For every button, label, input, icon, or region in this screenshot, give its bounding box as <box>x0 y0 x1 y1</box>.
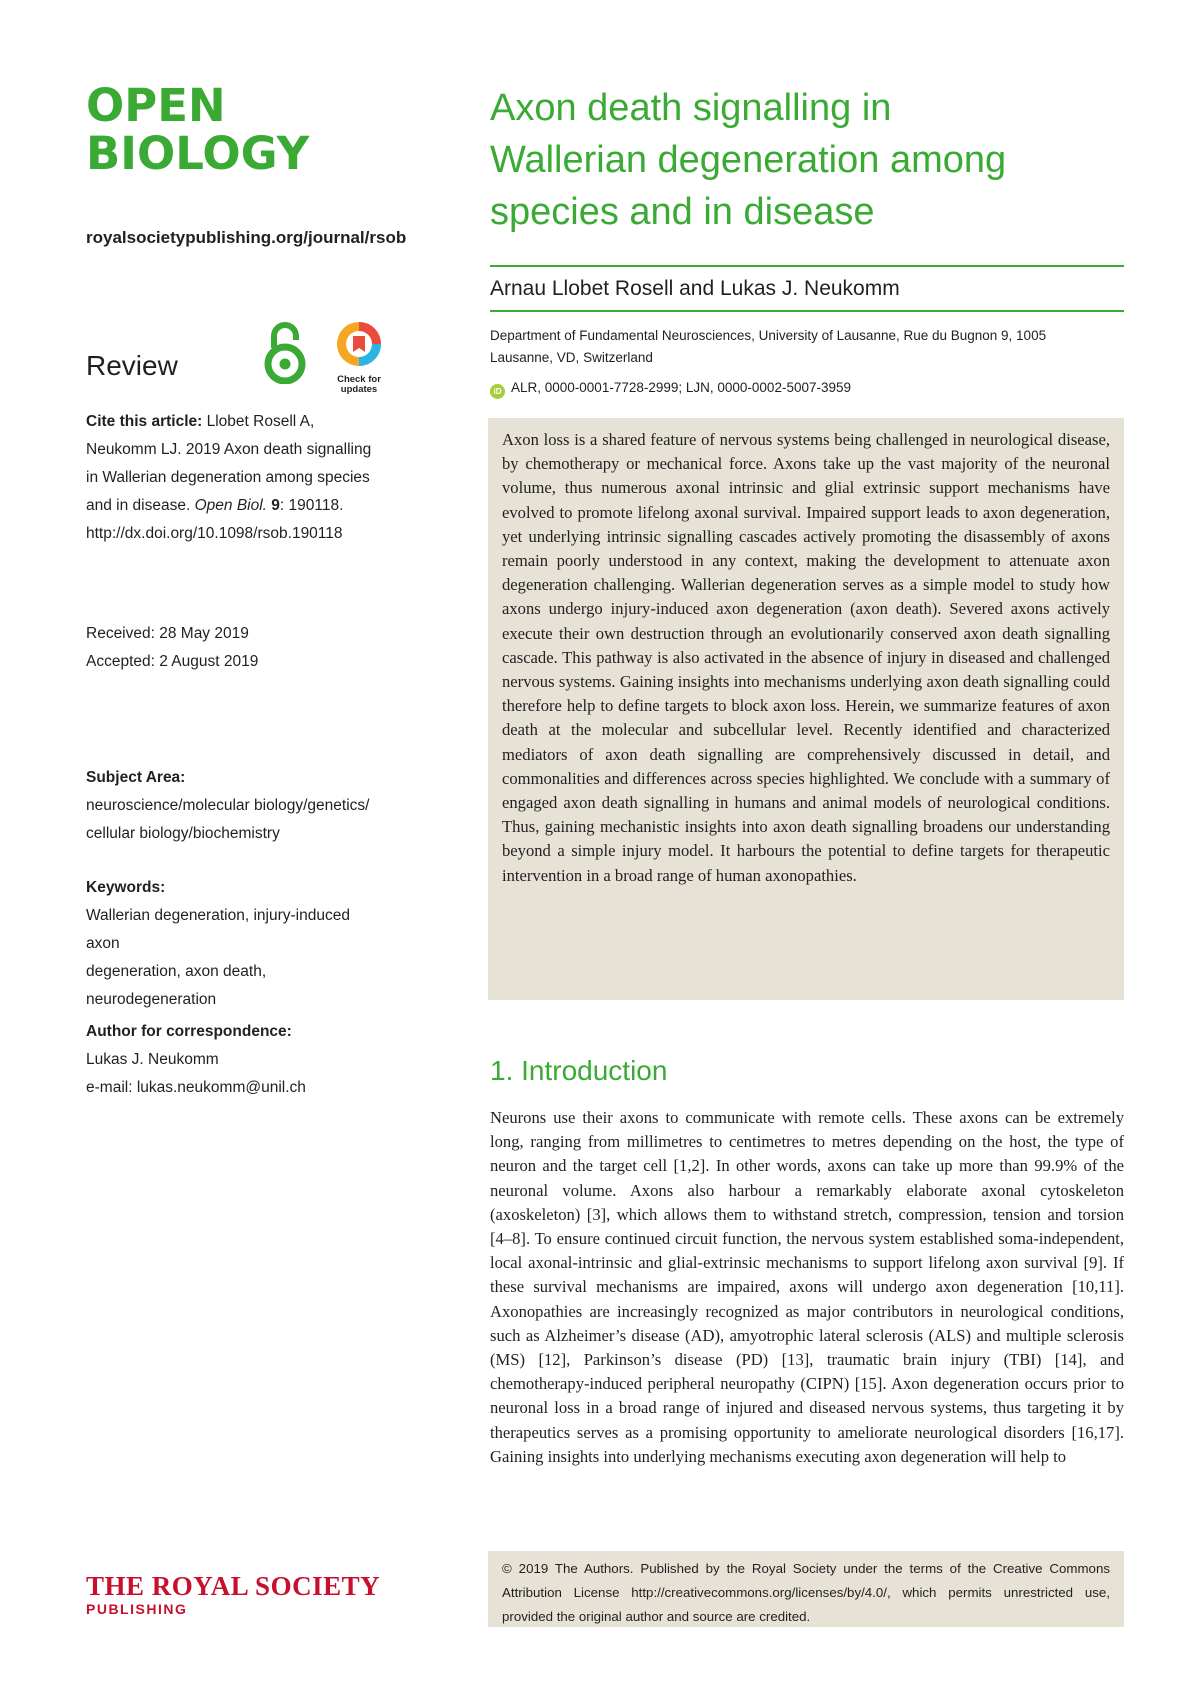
royal-society-logo <box>86 1571 380 1617</box>
authors-rule <box>490 310 1124 312</box>
open-access-icon <box>262 320 308 384</box>
section-heading-introduction: 1. Introduction <box>490 1055 668 1086</box>
title-rule <box>490 265 1124 267</box>
license-text: © 2019 The Authors. Published by the Royal Society under the terms of the Creative Commons Attribution License http://creativecommons.org/licenses/by/4.0/, which permits unrestricted use, provided the original author and source are credited. <box>502 1561 1110 1624</box>
journal-url[interactable]: royalsocietypublishing.org/journal/rsob <box>86 228 407 247</box>
dates-block <box>86 620 386 676</box>
abstract-text: Axon loss is a shared feature of nervous systems being challenged in neurological disease, by chemotherapy or mechanical force. Axons take up the vast majority of the neuronal volume, thus numerous axonal intrinsic and glial extrinsic support mechanisms have evolved to promote lifelong axonal survival. Impaired support leads to axon degeneration, yet underlying intrinsic signalling cascades actively promoting the disassembly of axons remain poorly understood in any context, making the development to attenuate axon degeneration challenging. Wallerian degeneration serves as a simple model to study how axons undergo injury-induced axon degeneration (axon death). Severed axons actively execute their own destruction through an evolutionarily conserved axon death signalling cascade. This pathway is also activated in the absence of injury in diseased and challenged nervous systems. Gaining insights into mechanisms underlying axon death signalling could therefore help to define targets to block axon loss. Herein, we summarize features of axon death at the molecular and subcellular level. Recently identified and characterized mediators of axon death signalling are comprehensively discussed in detail, and commonalities and differences across species highlighted. We conclude with a summary of engaged axon death signalling in humans and animal models of neurological conditions. Thus, gaining mechanistic insights into axon death signalling broadens our understanding beyond a simple injury model. It harbours the potential to define targets for therapeutic intervention in a broad range of human axonopathies. <box>502 430 1110 885</box>
cite-label: Cite this article: <box>86 413 203 430</box>
keywords-label: Keywords: <box>86 879 166 896</box>
abstract-box <box>488 418 1124 1000</box>
publisher-line2: PUBLISHING <box>86 1601 188 1617</box>
keywords-block <box>86 874 386 1014</box>
cite-doi-link[interactable]: http://dx.doi.org/10.1098/rsob.190118 <box>86 525 343 542</box>
introduction-text: Neurons use their axons to communicate with remote cells. These axons can be extremely long, ranging from millimetres to centimetres to metres depending on the host, the type of neuron and the target cell [1,2]. In other words, axons can take up more than 99.9% of the neuronal volume. Axons also harbour a remarkably elaborate axonal cytoskeleton (axoskeleton) [3], which allows them to withstand stretch, compression, tension and torsion [4–8]. To ensure continued circuit function, the nervous system established soma-independent, local axonal-intrinsic and glial-extrinsic mechanisms to support lifelong axon survival [9]. If these survival mechanisms are impaired, axons will undergo axon degeneration [10,11]. Axonopathies are increasingly recognized as major contributors in neurological conditions, such as Alzheimer’s disease (AD), amyotrophic lateral sclerosis (ALS) and multiple sclerosis (MS) [12], Parkinson’s disease (PD) [13], traumatic brain injury (TBI) [14], and chemotherapy-induced peripheral neuropathy (CIPN) [15]. Axon degeneration occurs prior to neuronal loss in a broad range of injured and diseased nervous systems, thus targeting it by therapeutics serves as a promising opportunity to ameliorate neurological disorders [16,17]. Gaining insights into underlying mechanisms executing axon degeneration will help to <box>490 1108 1124 1466</box>
subject-area-line2: cellular biology/biochemistry <box>86 825 280 842</box>
article-title: Axon death signalling in Wallerian degeneration among species and in disease <box>490 87 1007 233</box>
correspondence-block <box>86 1018 386 1102</box>
logo-line-biology: BIOLOGY <box>86 127 310 180</box>
cite-article-no: : 190118. <box>279 497 344 514</box>
cite-volume: 9 <box>271 497 280 514</box>
author-affiliation: Department of Fundamental Neurosciences, University of Lausanne, Rue du Bugnon 9, 1005 Lausanne, VD, Switzerland <box>490 328 1047 365</box>
check-updates-icon <box>335 320 383 368</box>
keywords-line1: Wallerian degeneration, injury-induced axon <box>86 907 350 952</box>
publisher-line1: THE ROYAL SOCIETY <box>86 1571 381 1601</box>
correspondence-email[interactable]: e-mail: lukas.neukomm@unil.ch <box>86 1079 306 1096</box>
subject-area-line1: neuroscience/molecular biology/genetics/ <box>86 797 370 814</box>
article-authors: Arnau Llobet Rosell and Lukas J. Neukomm <box>490 277 900 300</box>
citation-block <box>86 408 386 548</box>
received-date: Received: 28 May 2019 <box>86 625 249 642</box>
accepted-date: Accepted: 2 August 2019 <box>86 653 259 670</box>
subject-area-block <box>86 764 386 848</box>
license-box <box>488 1551 1124 1627</box>
keywords-line2: degeneration, axon death, neurodegeneration <box>86 963 267 1008</box>
check-for-updates-badge[interactable] <box>330 320 388 394</box>
logo-line-open: OPEN <box>86 79 226 132</box>
correspondence-label: Author for correspondence: <box>86 1023 292 1040</box>
orcid-line <box>490 380 851 399</box>
subject-area-label: Subject Area: <box>86 769 186 786</box>
orcid-icon[interactable]: iD <box>490 384 505 399</box>
journal-logo <box>86 79 326 180</box>
orcid-ids: ALR, 0000-0001-7728-2999; LJN, 0000-0002-5007-3959 <box>511 380 852 395</box>
cite-text: Llobet Rosell A, Neukomm LJ. 2019 Axon death signalling in Wallerian degeneration among species and in disease. <box>86 413 372 514</box>
article-type: Review <box>86 350 178 381</box>
correspondence-name: Lukas J. Neukomm <box>86 1051 219 1068</box>
check-updates-label: Check for updates <box>337 374 381 395</box>
cite-journal: Open Biol. <box>194 497 267 514</box>
